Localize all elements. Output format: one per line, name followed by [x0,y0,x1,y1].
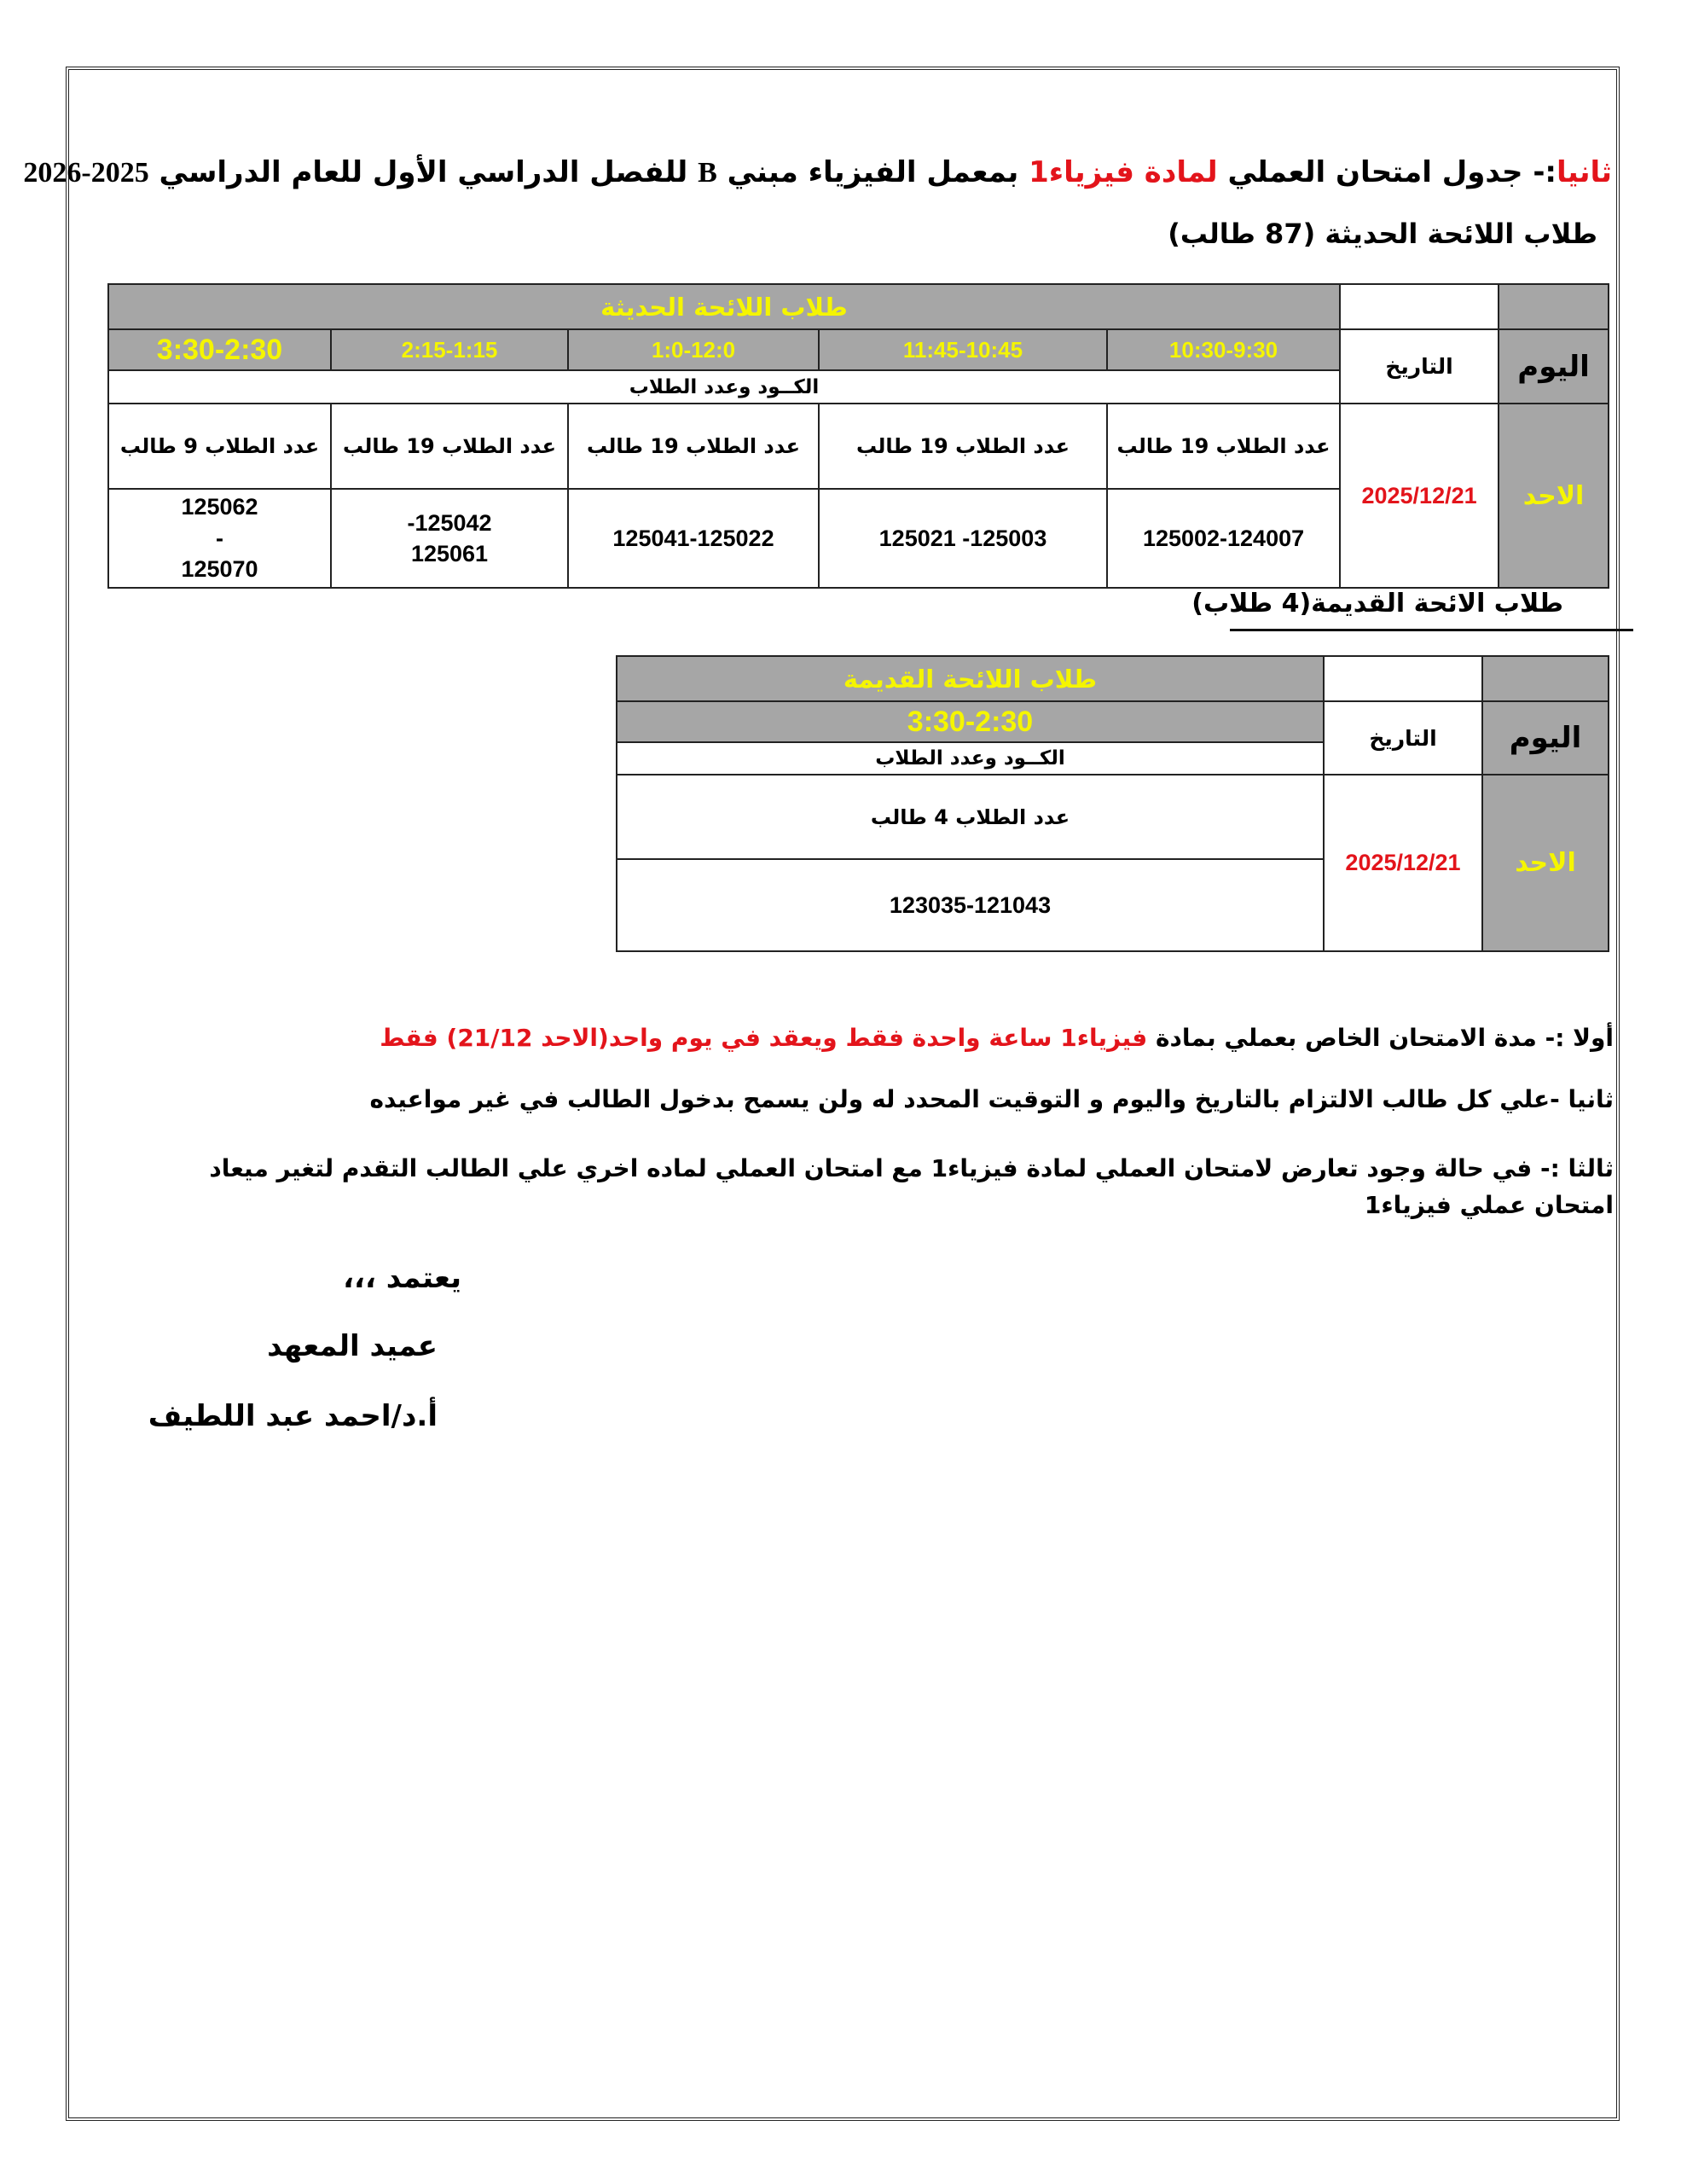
note-first: أولا :- مدة الامتحان الخاص بعملي بمادة فيزياء1 ساعة واحدة فقط ويعقد في يوم واحد(الاحد 21/12) فقط [380,1024,1614,1052]
new-students-subtitle: طلاب اللائحة الحديثة (87 طالب) [1168,218,1597,250]
day-header-cell: اليوم [1499,329,1609,404]
time-slot-1: 10:30-9:30 [1107,329,1340,370]
table-row [617,701,1609,742]
time-slot-2: 11:45-10:45 [819,329,1107,370]
empty-date-cell [1324,656,1482,701]
group-header: طلاب اللائحة الحديثة [600,292,848,322]
count-cell-2: عدد الطلاب 19 طالب [819,404,1107,489]
note-third: ثالثا :- في حالة وجود تعارض لامتحان العملي لمادة فيزياء1 مع امتحان العملي لماده اخري علي الطالب التقدم لتغير ميعاد امتحان عملي فيزياء1 [209,1154,1614,1220]
count-cell-3: عدد الطلاب 19 طالب [568,404,819,489]
title-subject: لمادة فيزياء1 [1029,155,1218,189]
title-year: 2025-2026 [23,157,149,189]
document-title [23,155,1612,189]
range-cell-3: 125041-125022 [568,489,819,588]
old-students-table [616,655,1609,952]
day-header-cell: اليوم [1482,701,1609,775]
title-text-2: بمعمل الفيزياء مبني [716,155,1029,189]
range-cell: 123035-121043 [617,859,1324,951]
day-cell: الاحد [1482,775,1609,951]
date-header-cell: التاريخ [1324,701,1482,775]
range-cell-5: 125062 - 125070 [108,489,331,588]
code-label-cell: الكــود وعدد الطلاب [108,370,1340,404]
signer-role: عميد المعهد [267,1329,438,1363]
table-row [108,329,1609,370]
empty-day-cell [1482,656,1609,701]
count-cell-5: عدد الطلاب 9 طالب [108,404,331,489]
table-row [108,404,1609,489]
time-slot-4: 2:15-1:15 [331,329,568,370]
count-cell-1: عدد الطلاب 19 طالب [1107,404,1340,489]
table-row [617,656,1609,701]
title-prefix: ثانيا [1557,155,1612,189]
code-label-cell: الكــود وعدد الطلاب [617,742,1324,775]
new-students-table [107,283,1609,589]
note-second: ثانيا -علي كل طالب الالتزام بالتاريخ واليوم و التوقيت المحدد له ولن يسمح بدخول الطالب في غير مواعيده [369,1085,1614,1113]
group-header-cell [108,284,1340,329]
signer-name: أ.د/احمد عبد اللطيف [148,1399,438,1433]
count-cell: عدد الطلاب 4 طالب [617,775,1324,859]
group-header-cell: طلاب اللائحة القديمة [617,656,1324,701]
title-building: B [698,157,717,189]
subtitle-underline [1230,629,1633,631]
empty-date-cell [1340,284,1499,329]
title-text-1: :- جدول امتحان العملي [1217,155,1557,189]
time-slot-5: 3:30-2:30 [108,329,331,370]
approval-text: يعتمد ،،، [343,1261,461,1295]
table-row [108,284,1609,329]
range-cell-2: 125021 -125003 [819,489,1107,588]
title-text-3: للفصل الدراسي الأول للعام الدراسي [148,155,699,189]
range-cell-4: -125042 125061 [331,489,568,588]
table-row [617,775,1609,859]
empty-day-cell [1499,284,1609,329]
old-students-subtitle: طلاب الائحة القديمة(4 طلاب) [1191,589,1563,619]
count-cell-4: عدد الطلاب 19 طالب [331,404,568,489]
date-cell: 2025/12/21 [1340,404,1499,588]
day-cell: الاحد [1499,404,1609,588]
date-cell: 2025/12/21 [1324,775,1482,951]
date-header-cell: التاريخ [1340,329,1499,404]
range-cell-1: 125002-124007 [1107,489,1340,588]
time-slot-3: 1:0-12:0 [568,329,819,370]
time-slot: 3:30-2:30 [617,701,1324,742]
